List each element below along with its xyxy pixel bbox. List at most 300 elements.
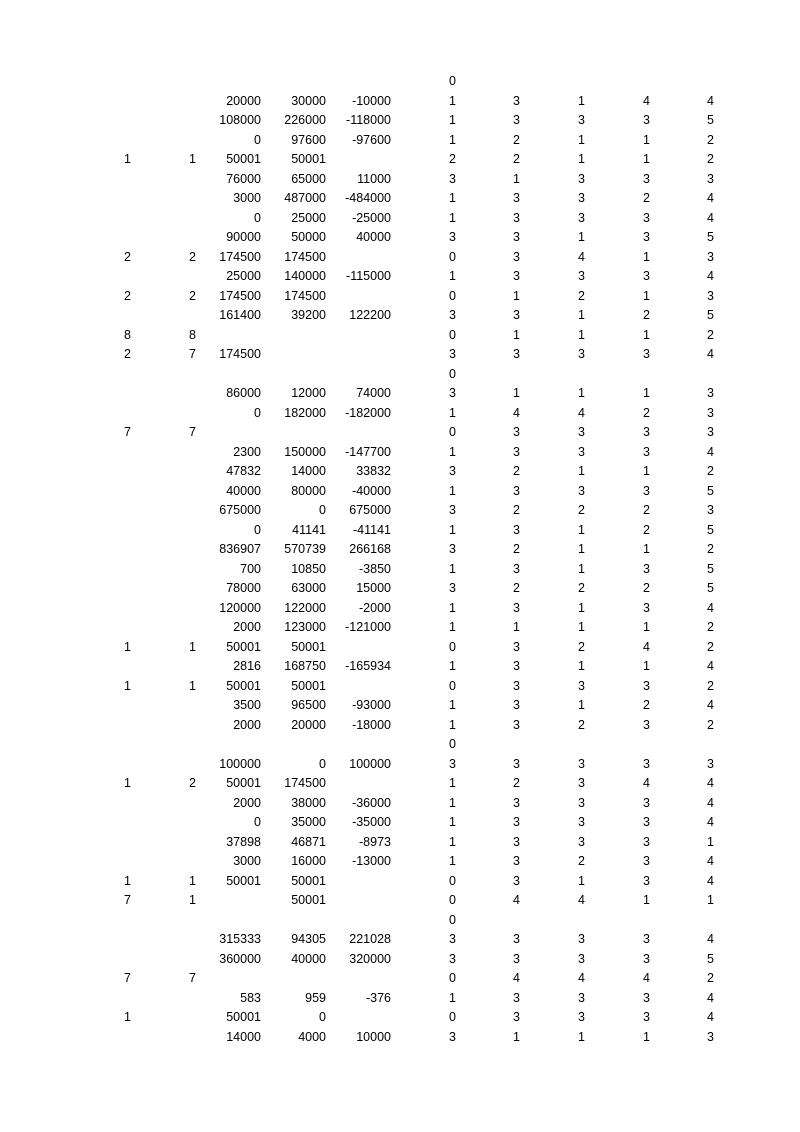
table-cell: 5 — [707, 308, 714, 322]
table-row — [0, 969, 800, 989]
table-cell: 3 — [578, 678, 585, 693]
table-cell: 3 — [513, 1010, 520, 1024]
table-cell: 3 — [513, 210, 520, 225]
table-cell: 1 — [449, 815, 456, 829]
table-cell: 4 — [707, 347, 714, 361]
table-cell: 1 — [449, 210, 456, 225]
table-cell: 80000 — [291, 483, 326, 498]
table-cell: 3 — [578, 815, 585, 829]
table-cell: 0 — [449, 912, 456, 927]
table-cell: 7 — [124, 893, 131, 907]
table-cell: 3 — [449, 386, 456, 400]
table-cell: 3 — [449, 1029, 456, 1044]
table-cell: 2816 — [233, 659, 261, 673]
table-cell: 3 — [449, 932, 456, 946]
table-cell: 2 — [643, 698, 650, 712]
table-cell: 2 — [578, 288, 585, 303]
table-cell: 4 — [578, 249, 585, 264]
table-cell: 3 — [513, 756, 520, 771]
table-cell: 2000 — [233, 717, 261, 732]
table-cell: 30000 — [291, 93, 326, 108]
table-cell: 7 — [124, 971, 131, 985]
table-cell: 174500 — [219, 249, 261, 264]
table-cell: 20000 — [226, 93, 261, 108]
table-cell: 1 — [189, 678, 196, 693]
table-cell: 4 — [707, 269, 714, 283]
table-cell: 1 — [643, 1029, 650, 1044]
table-cell: 40000 — [226, 483, 261, 498]
table-cell: 1 — [124, 678, 131, 693]
table-cell: 3 — [513, 678, 520, 693]
table-cell: 1 — [449, 132, 456, 147]
table-cell: 3 — [643, 444, 650, 459]
table-cell: 2 — [643, 405, 650, 420]
table-cell: 1 — [643, 327, 650, 342]
table-cell: 90000 — [226, 230, 261, 244]
table-cell: 2 — [643, 522, 650, 537]
table-cell: 3 — [449, 581, 456, 595]
table-cell: 1 — [124, 639, 131, 654]
table-cell: 487000 — [284, 191, 326, 205]
table-row — [0, 774, 800, 794]
table-cell: 3 — [449, 542, 456, 556]
table-cell: 16000 — [291, 854, 326, 868]
table-cell: 74000 — [356, 386, 391, 400]
table-cell: 65000 — [291, 171, 326, 186]
table-cell: -18000 — [352, 717, 391, 732]
table-cell: 1 — [449, 522, 456, 537]
table-row — [0, 501, 800, 521]
table-cell: 3 — [449, 756, 456, 771]
table-cell: 0 — [449, 873, 456, 888]
table-cell: 7 — [189, 971, 196, 985]
table-cell: 1 — [578, 1029, 585, 1044]
table-cell: 2 — [643, 308, 650, 322]
table-cell: 3000 — [233, 191, 261, 205]
table-cell: 2 — [643, 191, 650, 205]
table-cell: 1 — [578, 561, 585, 576]
table-cell: 3 — [643, 269, 650, 283]
table-cell: 1 — [449, 405, 456, 420]
table-cell: 3 — [578, 113, 585, 127]
table-cell: 174500 — [284, 249, 326, 264]
table-row — [0, 891, 800, 911]
table-cell: -35000 — [352, 815, 391, 829]
table-cell: 2 — [513, 776, 520, 790]
table-cell: 7 — [189, 347, 196, 361]
table-cell: -115000 — [346, 269, 391, 283]
table-cell: 2 — [449, 152, 456, 166]
table-cell: 3 — [643, 815, 650, 829]
table-cell: 2 — [513, 542, 520, 556]
table-cell: 122200 — [349, 308, 391, 322]
table-cell: 3 — [578, 347, 585, 361]
table-cell: 37898 — [226, 834, 261, 849]
table-cell: 3 — [449, 171, 456, 186]
table-cell: 1 — [513, 288, 520, 303]
table-cell: 86000 — [226, 386, 261, 400]
table-cell: 2 — [513, 581, 520, 595]
table-cell: 2 — [707, 327, 714, 342]
table-cell: 3 — [578, 269, 585, 283]
table-cell: 1 — [449, 698, 456, 712]
table-row — [0, 423, 800, 443]
table-cell: 1 — [189, 639, 196, 654]
table-cell: 5 — [707, 230, 714, 244]
table-row — [0, 911, 800, 931]
table-cell: 1 — [449, 990, 456, 1005]
table-cell: 3 — [578, 171, 585, 186]
table-row — [0, 852, 800, 872]
table-cell: 2 — [707, 152, 714, 166]
table-cell: 140000 — [284, 269, 326, 283]
table-cell: -376 — [365, 990, 391, 1005]
table-cell: 50001 — [291, 873, 326, 888]
table-cell: -3850 — [359, 561, 391, 576]
table-cell: 33832 — [356, 464, 391, 478]
table-cell: 1 — [643, 249, 650, 264]
table-cell: 1 — [449, 561, 456, 576]
table-cell: 1 — [513, 1029, 520, 1044]
table-cell: 3 — [643, 717, 650, 732]
table-cell: 1 — [707, 893, 714, 907]
table-cell: 2000 — [233, 795, 261, 810]
table-cell: 0 — [449, 249, 456, 264]
table-cell: 315333 — [219, 932, 261, 946]
table-cell: 4 — [707, 1010, 714, 1024]
table-cell: 2 — [578, 503, 585, 517]
table-row — [0, 794, 800, 814]
table-cell: 3 — [449, 308, 456, 322]
table-cell: 50001 — [226, 1010, 261, 1024]
table-cell: 959 — [305, 990, 326, 1005]
table-row — [0, 599, 800, 619]
table-row — [0, 92, 800, 112]
table-cell: 0 — [254, 132, 261, 147]
table-cell: 50001 — [291, 893, 326, 907]
table-cell: 2 — [513, 152, 520, 166]
table-row — [0, 365, 800, 385]
table-cell: 570739 — [284, 542, 326, 556]
table-row — [0, 267, 800, 287]
table-row — [0, 833, 800, 853]
table-cell: -165934 — [345, 659, 391, 673]
table-cell: 3 — [513, 113, 520, 127]
table-cell: 3 — [643, 756, 650, 771]
table-cell: 1 — [643, 132, 650, 147]
table-row — [0, 326, 800, 346]
table-cell: 3 — [578, 191, 585, 205]
table-cell: 1 — [578, 230, 585, 244]
table-cell: 3 — [578, 210, 585, 225]
table-row — [0, 150, 800, 170]
table-cell: 14000 — [291, 464, 326, 478]
table-cell: 3 — [449, 951, 456, 966]
table-cell: 4 — [643, 776, 650, 790]
table-row — [0, 735, 800, 755]
table-cell: 3 — [513, 249, 520, 264]
table-cell: 8 — [124, 327, 131, 342]
table-cell: -97600 — [352, 132, 391, 147]
table-cell: 0 — [449, 288, 456, 303]
table-row — [0, 950, 800, 970]
table-cell: 4 — [513, 893, 520, 907]
table-row — [0, 209, 800, 229]
table-row — [0, 404, 800, 424]
table-cell: 4 — [578, 971, 585, 985]
table-cell: 3 — [578, 756, 585, 771]
table-cell: 3 — [513, 873, 520, 888]
table-cell: 174500 — [219, 347, 261, 361]
table-cell: 1 — [578, 327, 585, 342]
table-cell: 0 — [449, 639, 456, 654]
table-cell: 50000 — [291, 230, 326, 244]
table-cell: 3 — [643, 600, 650, 615]
table-row — [0, 579, 800, 599]
table-cell: 4 — [707, 600, 714, 615]
table-cell: 3 — [707, 288, 714, 303]
table-cell: 50001 — [226, 776, 261, 790]
table-cell: 1 — [449, 600, 456, 615]
table-cell: 35000 — [291, 815, 326, 829]
table-cell: 1 — [578, 308, 585, 322]
table-cell: 3 — [643, 795, 650, 810]
table-cell: 1 — [578, 132, 585, 147]
table-cell: 3 — [643, 561, 650, 576]
table-cell: 3 — [643, 113, 650, 127]
table-cell: 1 — [513, 620, 520, 634]
table-cell: 1 — [449, 444, 456, 459]
table-cell: 675000 — [219, 503, 261, 517]
table-cell: 1 — [189, 893, 196, 907]
table-cell: 3 — [578, 834, 585, 849]
table-cell: 5 — [707, 483, 714, 498]
table-row — [0, 443, 800, 463]
table-cell: 1 — [707, 834, 714, 849]
table-row — [0, 813, 800, 833]
table-cell: 108000 — [219, 113, 261, 127]
table-cell: 700 — [240, 561, 261, 576]
table-cell: 50001 — [291, 152, 326, 166]
table-cell: 360000 — [219, 951, 261, 966]
table-cell: 3 — [707, 425, 714, 439]
table-cell: 46871 — [291, 834, 326, 849]
table-cell: 1 — [643, 464, 650, 478]
table-cell: 1 — [124, 873, 131, 888]
table-cell: 3 — [643, 873, 650, 888]
table-cell: 3 — [707, 503, 714, 517]
table-cell: 5 — [707, 522, 714, 537]
table-cell: 3 — [578, 425, 585, 439]
table-row — [0, 755, 800, 775]
table-cell: 1 — [643, 542, 650, 556]
table-cell: 226000 — [284, 113, 326, 127]
table-cell: -41141 — [353, 522, 391, 537]
table-row — [0, 72, 800, 92]
table-cell: 1 — [449, 113, 456, 127]
table-cell: -10000 — [352, 93, 391, 108]
table-cell: 1 — [578, 659, 585, 673]
table-cell: 168750 — [284, 659, 326, 673]
table-cell: 266168 — [349, 542, 391, 556]
table-cell: 3 — [643, 171, 650, 186]
table-cell: 11000 — [357, 171, 391, 186]
table-cell: 1 — [578, 542, 585, 556]
table-cell: 0 — [254, 210, 261, 225]
table-cell: 1 — [449, 795, 456, 810]
table-cell: 0 — [449, 737, 456, 751]
table-cell: 3 — [513, 93, 520, 108]
table-cell: 2 — [189, 776, 196, 790]
table-cell: 1 — [449, 834, 456, 849]
table-cell: 3 — [513, 230, 520, 244]
table-cell: 3 — [513, 854, 520, 868]
table-cell: 0 — [449, 893, 456, 907]
table-cell: 100000 — [349, 756, 391, 771]
table-cell: 0 — [254, 405, 261, 420]
table-cell: 3 — [449, 347, 456, 361]
table-cell: 3 — [513, 795, 520, 810]
table-cell: 4 — [707, 854, 714, 868]
table-cell: 1 — [513, 171, 520, 186]
table-cell: 2 — [707, 132, 714, 147]
table-cell: 3 — [643, 1010, 650, 1024]
table-cell: 3 — [578, 990, 585, 1005]
table-cell: 0 — [449, 425, 456, 439]
table-cell: 0 — [449, 1010, 456, 1024]
table-cell: 10000 — [356, 1029, 391, 1044]
table-cell: 3 — [643, 210, 650, 225]
table-cell: 1 — [643, 386, 650, 400]
table-cell: 3 — [643, 425, 650, 439]
table-cell: 3 — [578, 795, 585, 810]
table-cell: 3 — [707, 1029, 714, 1044]
table-row — [0, 170, 800, 190]
table-cell: -121000 — [345, 620, 391, 634]
table-cell: 2 — [124, 249, 131, 264]
table-cell: 3 — [513, 717, 520, 732]
table-cell: 50001 — [226, 873, 261, 888]
table-cell: 3 — [643, 483, 650, 498]
table-cell: 122000 — [284, 600, 326, 615]
table-cell: 47832 — [226, 464, 261, 478]
table-cell: 3 — [643, 347, 650, 361]
table-row — [0, 189, 800, 209]
table-row — [0, 540, 800, 560]
table-row — [0, 111, 800, 131]
table-cell: 0 — [449, 971, 456, 985]
table-cell: 2 — [707, 971, 714, 985]
table-cell: 3 — [513, 815, 520, 829]
table-cell: 3 — [513, 425, 520, 439]
table-cell: -484000 — [345, 191, 391, 205]
table-cell: 3 — [578, 444, 585, 459]
table-cell: 3 — [513, 561, 520, 576]
table-cell: 1 — [643, 893, 650, 907]
table-cell: 3 — [449, 464, 456, 478]
table-cell: 4 — [707, 93, 714, 108]
table-cell: 182000 — [284, 405, 326, 420]
table-cell: 3 — [643, 951, 650, 966]
table-cell: 12000 — [291, 386, 326, 400]
table-cell: 0 — [319, 503, 326, 517]
table-cell: 1 — [578, 522, 585, 537]
table-cell: -13000 — [352, 854, 391, 868]
table-cell: 78000 — [226, 581, 261, 595]
table-cell: 7 — [124, 425, 131, 439]
table-cell: 1 — [643, 659, 650, 673]
table-cell: 7 — [189, 425, 196, 439]
table-cell: 2 — [578, 717, 585, 732]
table-cell: 1 — [189, 873, 196, 888]
table-cell: 2 — [707, 464, 714, 478]
table-cell: 4000 — [298, 1029, 326, 1044]
table-cell: 1 — [124, 1010, 131, 1024]
table-cell: 25000 — [226, 269, 261, 283]
table-cell: 4 — [707, 210, 714, 225]
table-cell: 1 — [578, 698, 585, 712]
table-cell: 8 — [189, 327, 196, 342]
table-cell: 2 — [513, 503, 520, 517]
table-cell: 3 — [643, 230, 650, 244]
table-row — [0, 657, 800, 677]
table-cell: 2 — [578, 581, 585, 595]
table-cell: 3 — [513, 600, 520, 615]
table-row — [0, 521, 800, 541]
table-cell: 3 — [513, 483, 520, 498]
table-cell: 1 — [449, 191, 456, 205]
table-row — [0, 1008, 800, 1028]
table-row — [0, 638, 800, 658]
table-row — [0, 696, 800, 716]
table-cell: 3 — [513, 308, 520, 322]
table-cell: 1 — [449, 620, 456, 634]
table-cell: 0 — [449, 678, 456, 693]
table-cell: 3 — [707, 171, 714, 186]
table-cell: 3 — [578, 776, 585, 790]
table-cell: 1 — [189, 152, 196, 166]
table-cell: 3000 — [233, 854, 261, 868]
table-cell: 1 — [449, 93, 456, 108]
table-cell: 2 — [513, 132, 520, 147]
table-cell: 4 — [578, 893, 585, 907]
table-cell: 3 — [513, 698, 520, 712]
table-cell: 3 — [513, 932, 520, 946]
table-row — [0, 131, 800, 151]
table-cell: 2300 — [233, 444, 261, 459]
table-cell: 76000 — [226, 171, 261, 186]
table-cell: 5 — [707, 951, 714, 966]
table-cell: 2 — [707, 542, 714, 556]
table-row — [0, 872, 800, 892]
table-cell: 3 — [578, 1010, 585, 1024]
table-cell: 1 — [449, 854, 456, 868]
table-cell: 1 — [449, 483, 456, 498]
table-cell: 5 — [707, 113, 714, 127]
table-row — [0, 384, 800, 404]
table-cell: 94305 — [291, 932, 326, 946]
table-cell: 20000 — [291, 717, 326, 732]
table-cell: 150000 — [284, 444, 326, 459]
table-cell: 2 — [189, 288, 196, 303]
table-cell: 2 — [707, 620, 714, 634]
table-cell: 3500 — [233, 698, 261, 712]
table-cell: 38000 — [291, 795, 326, 810]
table-cell: 3 — [578, 483, 585, 498]
table-cell: 50001 — [226, 152, 261, 166]
table-cell: 3 — [513, 191, 520, 205]
table-cell: 4 — [707, 873, 714, 888]
